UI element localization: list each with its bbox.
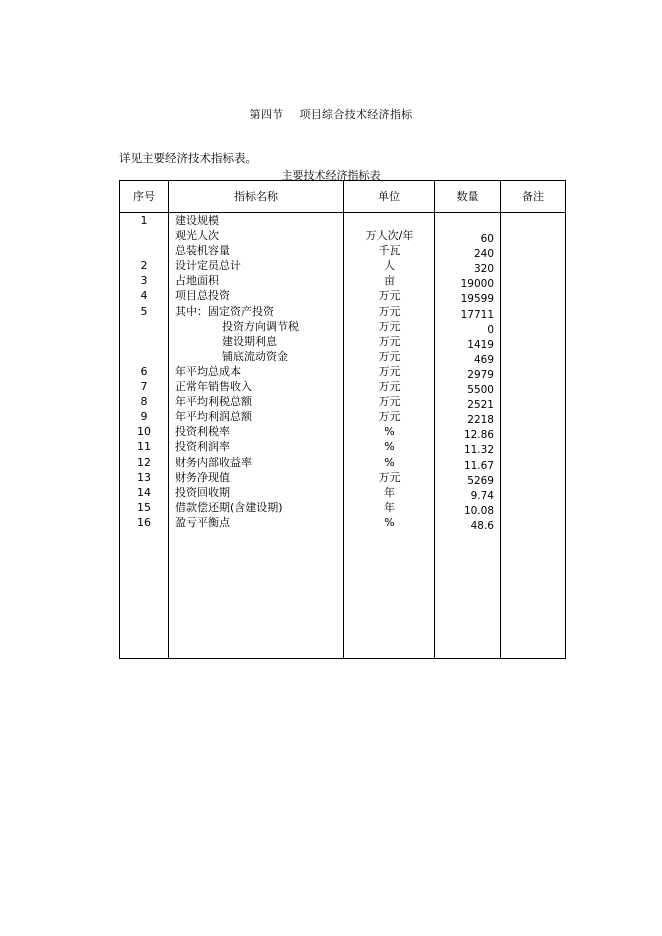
row-unit: 万元 bbox=[378, 395, 401, 409]
table-caption: 主要技术经济指标表 bbox=[281, 169, 381, 182]
row-number: 8 bbox=[140, 395, 148, 409]
row-name: 年平均利润总额 bbox=[175, 410, 252, 424]
row-unit: 万元 bbox=[378, 334, 401, 348]
row-name: 投资回收期 bbox=[175, 485, 230, 499]
row-name: 借款偿还期(含建设期) bbox=[175, 500, 283, 514]
row-number: 15 bbox=[137, 500, 151, 514]
row-unit: 万元 bbox=[378, 380, 401, 394]
row-number: 1 bbox=[140, 214, 148, 227]
row-quantity: 19599 bbox=[460, 293, 494, 306]
row-name: 投资利税率 bbox=[175, 425, 230, 439]
row-unit: 千瓦 bbox=[378, 244, 401, 258]
row-unit: % bbox=[384, 440, 395, 454]
table-row bbox=[120, 485, 565, 500]
row-quantity: 5269 bbox=[467, 474, 494, 487]
row-number: 4 bbox=[140, 289, 148, 303]
row-number: 5 bbox=[140, 304, 148, 318]
row-number: 10 bbox=[137, 425, 151, 439]
row-unit: 万元 bbox=[378, 470, 401, 484]
table-row bbox=[120, 470, 565, 485]
row-name: 总装机容量 bbox=[175, 244, 230, 258]
row-number: 2 bbox=[140, 259, 148, 273]
row-quantity: 5500 bbox=[467, 384, 494, 397]
row-name: 铺底流动资金 bbox=[222, 349, 288, 363]
header-unit: 单位 bbox=[378, 190, 400, 203]
row-quantity: 0 bbox=[487, 323, 494, 336]
row-number: 12 bbox=[137, 455, 151, 469]
row-unit: 亩 bbox=[384, 274, 395, 288]
row-name: 占地面积 bbox=[175, 274, 219, 288]
row-unit: 万元 bbox=[378, 410, 401, 424]
row-quantity: 320 bbox=[473, 263, 494, 276]
row-unit: 万元 bbox=[378, 289, 401, 303]
row-number: 7 bbox=[140, 380, 148, 394]
row-quantity: 469 bbox=[473, 353, 494, 366]
table-row bbox=[120, 319, 565, 334]
row-quantity: 240 bbox=[473, 248, 494, 261]
table-row bbox=[120, 304, 565, 319]
header-note: 备注 bbox=[522, 190, 544, 203]
header-qty: 数量 bbox=[456, 190, 479, 203]
table-row bbox=[120, 213, 565, 228]
row-unit: % bbox=[384, 455, 395, 469]
row-quantity: 9.74 bbox=[470, 489, 494, 502]
row-quantity: 11.67 bbox=[463, 459, 494, 472]
section-number: 第四节 bbox=[249, 108, 284, 121]
row-quantity: 1419 bbox=[467, 338, 494, 351]
section-title bbox=[0, 106, 662, 122]
row-name: 盈亏平衡点 bbox=[175, 515, 230, 529]
row-number: 11 bbox=[137, 440, 151, 454]
row-unit: 年 bbox=[384, 500, 395, 514]
row-number: 14 bbox=[137, 485, 151, 499]
table-body bbox=[120, 213, 565, 530]
row-name: 其中：固定资产投资 bbox=[175, 304, 274, 318]
table-row bbox=[120, 409, 565, 427]
section-heading: 项目综合技术经济指标 bbox=[299, 108, 413, 121]
row-number: 3 bbox=[140, 274, 148, 288]
row-name: 年平均总成本 bbox=[175, 364, 241, 378]
row-quantity: 19000 bbox=[460, 278, 494, 291]
row-quantity: 2979 bbox=[467, 368, 494, 381]
row-quantity: 2218 bbox=[467, 414, 494, 427]
table-row bbox=[120, 455, 565, 470]
table-row bbox=[120, 500, 565, 515]
row-unit: 万元 bbox=[378, 349, 401, 363]
indicator-table bbox=[119, 180, 566, 659]
row-name: 观光人次 bbox=[175, 229, 219, 243]
row-name: 财务净现值 bbox=[175, 470, 230, 484]
row-number: 16 bbox=[137, 515, 151, 529]
table-row bbox=[120, 288, 565, 306]
table-row bbox=[120, 334, 565, 349]
row-unit: 万元 bbox=[378, 364, 401, 378]
table-row bbox=[120, 364, 565, 379]
row-name: 项目总投资 bbox=[175, 289, 230, 303]
row-name: 年平均利税总额 bbox=[175, 395, 252, 409]
table-row bbox=[120, 258, 565, 276]
table-row bbox=[120, 424, 565, 442]
row-quantity: 48.6 bbox=[470, 519, 494, 532]
row-unit: 万人次/年 bbox=[365, 229, 414, 243]
row-name: 建设期利息 bbox=[222, 334, 277, 348]
row-unit: 万元 bbox=[378, 304, 401, 318]
table-row bbox=[120, 515, 565, 530]
row-number: 6 bbox=[140, 364, 148, 378]
table-row bbox=[120, 439, 565, 457]
header-name: 指标名称 bbox=[234, 190, 278, 203]
table-row bbox=[120, 394, 565, 412]
row-name: 正常年销售收入 bbox=[175, 380, 252, 394]
table-row bbox=[120, 349, 565, 364]
row-quantity: 60 bbox=[480, 233, 494, 246]
row-unit: 年 bbox=[384, 485, 395, 499]
table-row bbox=[120, 228, 565, 246]
row-name: 设计定员总计 bbox=[175, 259, 241, 273]
row-name: 财务内部收益率 bbox=[175, 455, 252, 469]
row-name: 投资利润率 bbox=[175, 440, 230, 454]
row-name: 建设规模 bbox=[175, 214, 219, 227]
row-number: 9 bbox=[140, 410, 148, 424]
row-unit: % bbox=[384, 425, 395, 439]
row-quantity: 12.86 bbox=[463, 429, 494, 442]
row-number: 13 bbox=[137, 470, 151, 484]
table-row bbox=[120, 273, 565, 291]
table-row bbox=[120, 243, 565, 261]
row-unit: 人 bbox=[384, 259, 395, 273]
row-quantity: 11.32 bbox=[463, 444, 494, 457]
row-unit: % bbox=[384, 515, 395, 529]
row-quantity: 2521 bbox=[467, 399, 494, 412]
row-name: 投资方向调节税 bbox=[222, 319, 299, 333]
row-unit: 万元 bbox=[378, 319, 401, 333]
row-quantity: 17711 bbox=[460, 308, 494, 321]
header-no: 序号 bbox=[133, 190, 155, 203]
table-row bbox=[120, 379, 565, 397]
intro-text: 详见主要经济技术指标表。 bbox=[119, 151, 257, 165]
row-quantity: 10.08 bbox=[463, 504, 494, 517]
